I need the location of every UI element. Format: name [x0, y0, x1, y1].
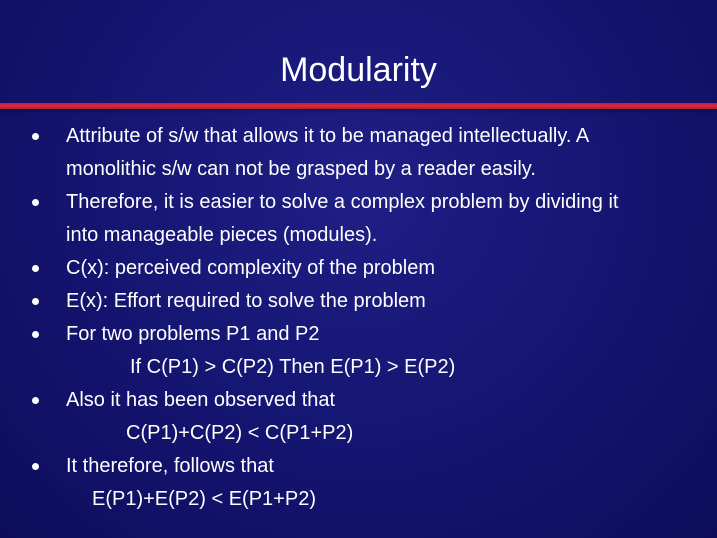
bullet-dot-icon: [32, 463, 39, 470]
bullet-dot-icon: [32, 397, 39, 404]
bullet-dot-icon: [32, 331, 39, 338]
bullet-text-line-indented: C(P1)+C(P2) < C(P1+P2): [126, 422, 354, 444]
bullet-item: [0, 384, 717, 450]
bullet-text-line: Attribute of s/w that allows it to be managed intellectually. A: [66, 125, 590, 147]
bullet-item: [0, 450, 717, 516]
bullet-dot-icon: [32, 133, 39, 140]
bullet-item: [0, 120, 717, 186]
bullet-dot-icon: [32, 199, 39, 206]
bullet-text-line: Also it has been observed that: [66, 389, 336, 411]
bullet-item: [0, 285, 717, 318]
bullet-text-line: For two problems P1 and P2: [66, 323, 320, 345]
bullet-text-line-indented: E(P1)+E(P2) < E(P1+P2): [92, 488, 316, 510]
slide-title: Modularity: [280, 51, 437, 89]
bullet-text-line: Therefore, it is easier to solve a complex problem by dividing it: [66, 191, 619, 213]
bullet-text-line: It therefore, follows that: [66, 455, 274, 477]
bullet-text-line: into manageable pieces (modules).: [66, 224, 378, 246]
bullet-text-line: E(x): Effort required to solve the problem: [66, 290, 426, 312]
bullet-list: [0, 120, 717, 516]
title-divider: [0, 103, 717, 109]
bullet-text-line: C(x): perceived complexity of the problem: [66, 257, 436, 279]
bullet-item: [0, 252, 717, 285]
bullet-text-line-indented: If C(P1) > C(P2) Then E(P1) > E(P2): [130, 356, 456, 378]
bullet-item: [0, 318, 717, 384]
bullet-dot-icon: [32, 265, 39, 272]
bullet-item: [0, 186, 717, 252]
bullet-text-line: monolithic s/w can not be grasped by a reader easily.: [66, 158, 536, 180]
bullet-dot-icon: [32, 298, 39, 305]
